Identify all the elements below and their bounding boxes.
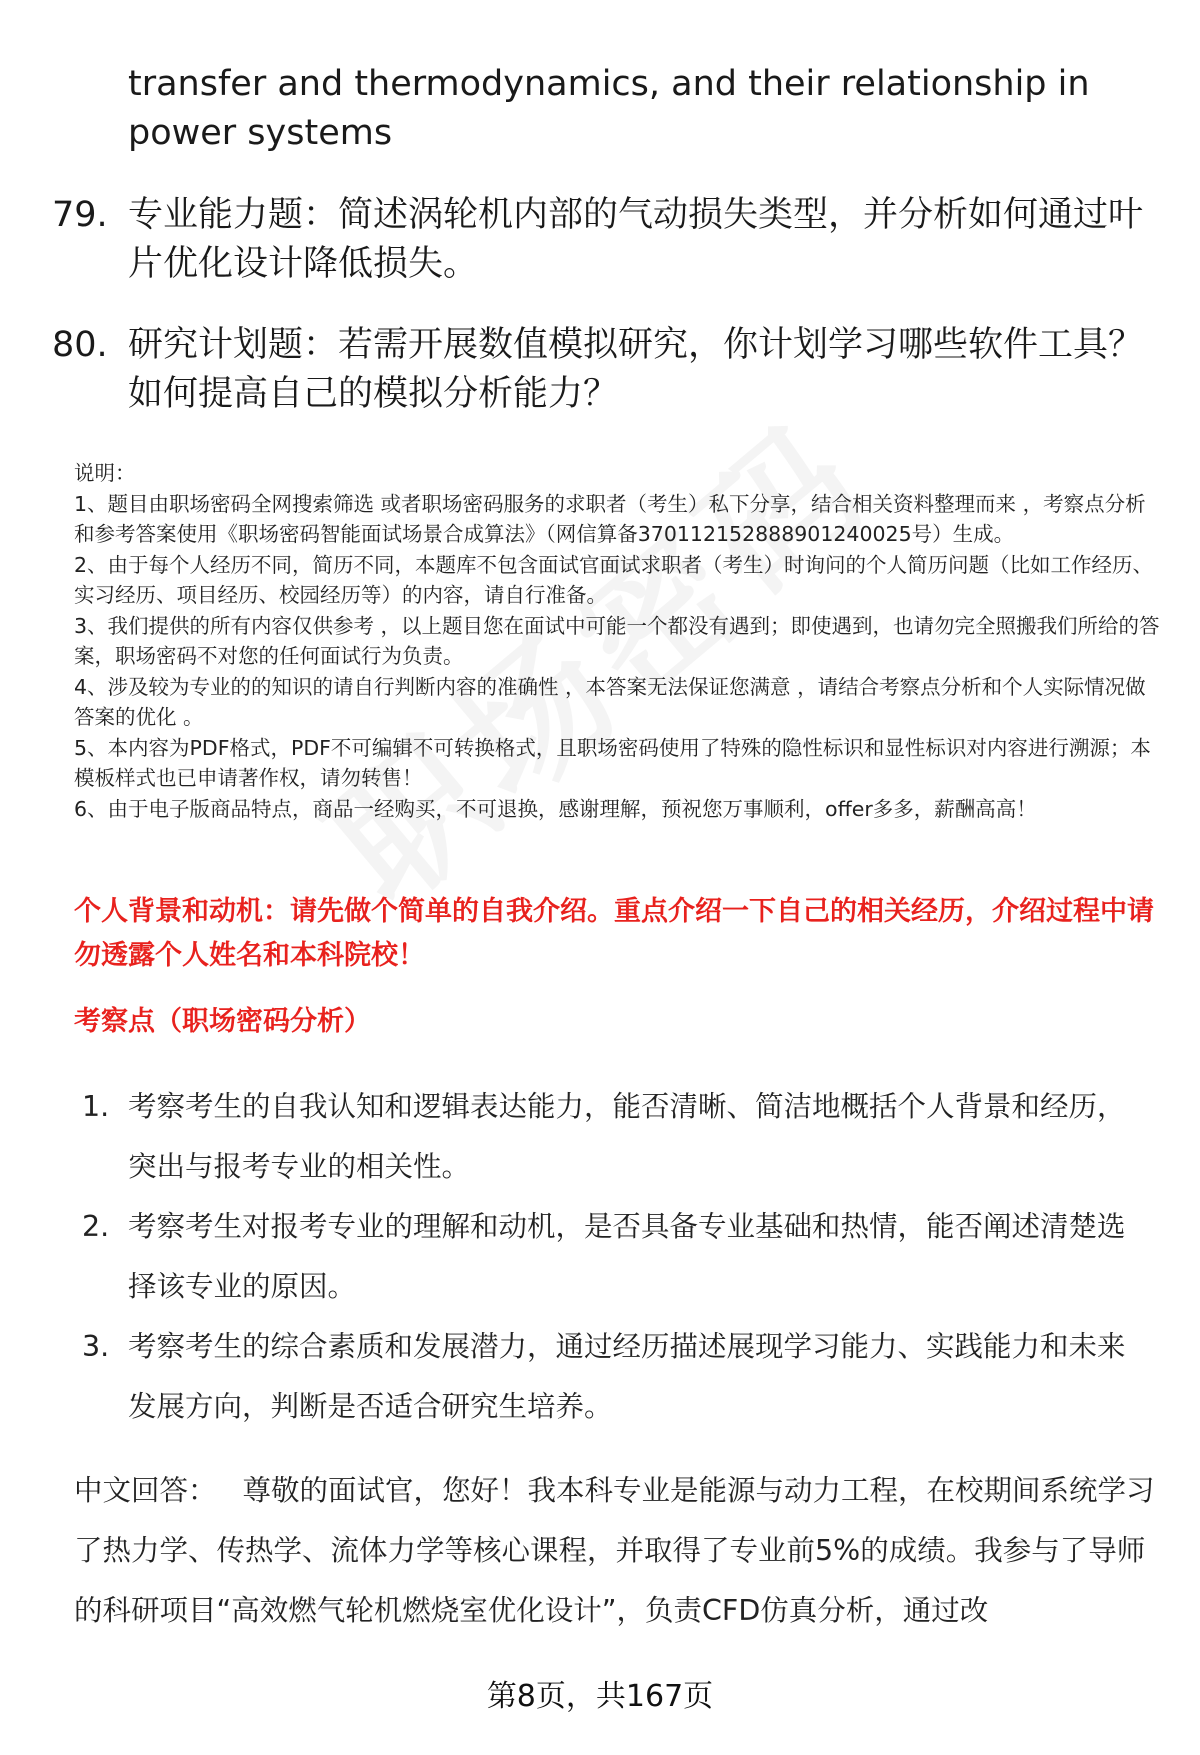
list-item-text: 考察考生的综合素质和发展潜力，通过经历描述展现学习能力、实践能力和未来发展方向，判断是否适合研究生培养。 [128,1330,1126,1423]
section-heading: 个人背景和动机：请先做个简单的自我介绍。重点介绍一下自己的相关经历，介绍过程中请勿透露个人姓名和本科院校！ [74,896,1154,971]
answer-text: 尊敬的面试官，您好！我本科专业是能源与动力工程，在校期间系统学习了热力学、传热学、流体力学等核心课程，并取得了专业前5%的成绩。我参与了导师的科研项目“高效燃气轮机燃烧室优化设计”，负责CFD仿真分析，通过改 [74,1474,1155,1627]
note-item: 1、题目由职场密码全网搜索筛选 或者职场密码服务的求职者（考生）私下分享，结合相关资料整理而来 ，考察点分析和参考答案使用《职场密码智能面试场景合成算法》（网信算备370112152888901240025号）生成。 [74,491,1146,546]
points-heading: 考察点（职场密码分析） [74,1006,371,1037]
list-item [82,1197,1152,1317]
list-item-text: 考察考生的自我认知和逻辑表达能力，能否清晰、简洁地概括个人背景和经历，突出与报考专业的相关性。 [128,1090,1126,1183]
notes-section [74,458,1164,824]
question-number: 79. [52,195,108,235]
question-text: 研究计划题：若需开展数值模拟研究，你计划学习哪些软件工具？如何提高自己的模拟分析能力？ [128,325,1144,414]
note-item: 2、由于每个人经历不同，简历不同，本题库不包含面试官面试求职者（考生）时询问的个人简历问题（比如工作经历、实习经历、项目经历、校园经历等）的内容，请自行准备。 [74,552,1154,607]
question-continuation-text: transfer and thermodynamics, and their relationship in power systems [128,64,1090,153]
assessment-points [82,1077,1152,1437]
list-item [82,1077,1152,1197]
note-item: 5、本内容为PDF格式，PDF不可编辑不可转换格式，且职场密码使用了特殊的隐性标识和显性标识对内容进行溯源；本模板样式也已申请著作权，请勿转售！ [74,735,1151,790]
note-item: 4、涉及较为专业的的知识的请自行判断内容的准确性 ，本答案无法保证您满意 ，请结合考察点分析和个人实际情况做答案的优化 。 [74,674,1146,729]
list-item-number: 1. [82,1090,110,1123]
answer-label: 中文回答： [74,1474,217,1507]
list-item-text: 考察考生对报考专业的理解和动机，是否具备专业基础和热情，能否阐述清楚选择该专业的原因。 [128,1210,1126,1303]
list-item-number: 2. [82,1210,110,1243]
list-item-number: 3. [82,1330,110,1363]
notes-title: 说明： [74,461,136,485]
question-text: 专业能力题：简述涡轮机内部的气动损失类型，并分析如何通过叶片优化设计降低损失。 [128,195,1144,284]
answer-paragraph [74,1461,1164,1641]
note-item: 6、由于电子版商品特点，商品一经购买，不可退换，感谢理解，预祝您万事顺利，offer多多，薪酬高高！ [74,796,1037,821]
question-79 [52,191,1152,289]
list-item [82,1317,1152,1437]
question-continuation [52,60,1152,158]
note-item: 3、我们提供的所有内容仅供参考 ，以上题目您在面试中可能一个都没有遇到；即使遇到，也请勿完全照搬我们所给的答案，职场密码不对您的任何面试行为负责。 [74,613,1160,668]
page-number: 第8页，共167页 [486,1679,714,1714]
question-number: 80. [52,325,108,365]
question-80 [52,321,1152,419]
